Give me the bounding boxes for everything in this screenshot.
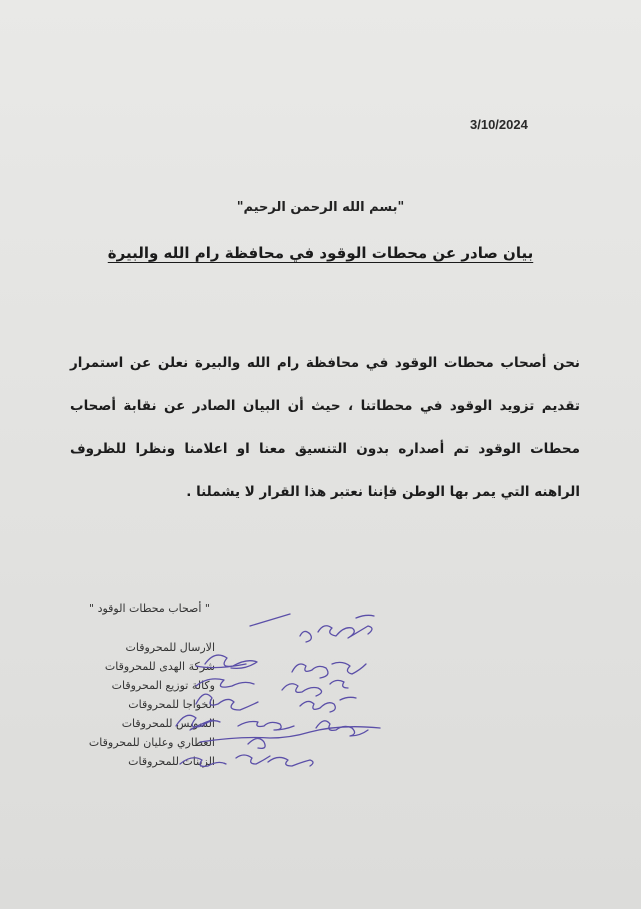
company-item: الزينات للمحروقات [128,755,215,768]
basmala-heading: "بسم الله الرحمن الرحيم" [236,200,405,215]
document-date: 3/10/2024 [470,117,528,132]
body-line: نحن أصحاب محطات الوقود في محافظة رام الله والبيرة نعلن عن استمرار [70,355,580,371]
body-line: تقديم تزويد الوقود في محطاتنا ، حيث أن البيان الصادر عن نقابة أصحاب [70,398,580,414]
statement-title-text: بيان صادر عن محطات الوقود في محافظة رام الله والبيرة [107,244,534,262]
company-item: شركة الهدى للمحروقات [104,660,215,673]
company-item: العطاري وعليان للمحروقات [88,736,215,749]
body-line: الراهنه التي يمر بها الوطن فإننا نعتبر هذا القرار لا يشملنا . [186,484,580,500]
owners-heading: " أصحاب محطات الوقود " [89,602,210,615]
company-item: وكالة توزيع المحروقات [111,679,215,692]
company-item: الارسال للمحروقات [125,641,215,654]
company-item: السويس للمحروقات [121,717,215,730]
body-line: محطات الوقود تم أصداره بدون التنسيق معنا او اعلامنا ونظرا للظروف [70,441,580,457]
company-item: الخواجا للمحروقات [128,698,215,711]
